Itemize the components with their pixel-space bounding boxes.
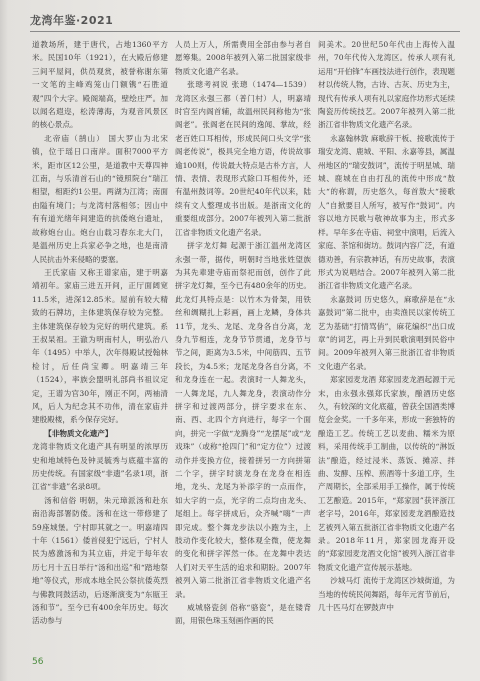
paragraph: 沙城马灯 流传于龙湾区沙城街道，为当地的传统民间舞蹈，每年元宵节前后，几十匹马灯在锣鼓声中 bbox=[318, 576, 455, 613]
paragraph: 永嘉翰林敦 麻歌辞干板、接歌流传于瑞安龙湾、鹿城、平阳、永嘉等县，属温州地区的“瑞安鼓词”，流传于明星城、瑞城、鹿城在自由打乱的流传中形成“敖大“的称谓，历史悠久，每首敖大“接歌人”自掀要目人所写，被写作“鼓词”。内容以地方民歌与敬神故事为主，形式多样。早年多在寺庙、祠堂中演唱，后流入家庭、茶馆和街坊。鼓词内容广泛，有道德劝善，有宗教神话，有历史故事，表演形式为说唱结合。2007年被列入第二批浙江省非物质文化遗产名录。 bbox=[318, 133, 455, 291]
text-column-2 bbox=[175, 38, 311, 647]
page-number: 56 bbox=[32, 657, 44, 667]
paragraph: 道教场所，建于唐代，占地1360平方米。民国10年（1921），在大殿后修建三间平屋间，供员观赏，被誉称谢东第一文笔的主峰鸡笼山门额镌“石胜道观”四个大字。殿阁端高，壁绘庄严。加以闻名遐迩，松涛薄海，为观音风景区的核心景点。 bbox=[32, 40, 168, 130]
paragraph: 王氏家庙 又称王谱家庙，建于明嘉靖初年。家庙三进五开间，正厅面阔宽11.5米，进深12.85米。屋前有较大精致的石牌坊，主体建筑保存较为完整。主体建筑保存较为完好的明代建筑。系王叔杲祖。王澈为明南村人，明弘治八年（1495）中举人，次年得殿试授翰林检讨，后任尚宝卿。明嘉靖三年（1524），率族会盟明礼部尚书祖议定定，王谱为官30年，刚正不阿，两袖清风，后人为纪念其不功伟，清在家庙并建殷殿楼，系今保存完好。 bbox=[32, 267, 168, 425]
text-column-3 bbox=[318, 38, 455, 647]
paragraph: 人员上万人，所需费用全部由参与者自愿筹集。2008年被列入第二批国家级非物质文化遗产名录。 bbox=[175, 40, 311, 76]
paragraph: 间美术。20世纪50年代由上海传入温州，70年代传入龙湾区。传承人项有礼运用“开伯锋”车画技法进行创作，表现题材以传统人物，古诗、古灰、历史为主，现代有传承人项有礼以家庭作坊形式延续陶瓷历传统技艺。2007年被列入第二批浙江省非物质文化遗产名录。 bbox=[318, 40, 455, 130]
text-column-1 bbox=[32, 38, 168, 647]
paragraph: 北帝庙（鹄山） 国大罗山为北宋镇，位于瑶日口南岸。面积7000平方米，距市区12公里，是道教中天尊四神江南，与乐清首石山的“镜照院台”瑞江相望，相距约1公里。两湖为江湾；南面由隘有境门；与龙湾村落相邻；因山中有有道光绪年间建造的抗倭炮台遗址，故称炮台山。炮台山载习春东北大门，是温州历史上兵家必争之地，也是南清人民抗击外来侵略的要塞。 bbox=[32, 133, 168, 264]
section-heading: 【非物质文化遗产】 bbox=[44, 428, 113, 438]
paragraph: 威城骆瓷剑 俗称“骆瓷”，是在镂背面，用银色珠玉刻画作画的民 bbox=[175, 603, 311, 626]
page-gutter-shadow bbox=[0, 0, 8, 681]
header-title: 龙湾年鉴 bbox=[30, 14, 76, 27]
header-year: ·2021 bbox=[76, 14, 114, 27]
paragraph: 永嘉鼓词 历史悠久，麻歌辞是在“永嘉鼓词”第二批中，由卖渔民以家传统工艺为基础“打情骂俏”，麻花编织“出口成章”的词艺，再上升到民歌演唱到民俗中间。2009年被列入第三批浙江省非物质文化遗产名录。 bbox=[318, 294, 455, 371]
paragraph: 龙湾非物质文化遗产具有明显的浓厚历史和地域特色及钟灵毓秀与底蕴丰富的历史传统。有国家级“非遗”名录1项，浙江省“非遗”名录8项。 bbox=[32, 442, 168, 492]
paragraph: 汤和信俗 明朝，朱元璋派汤和赴东南沿海部署防倭。汤和在这一带修建了59座城堡。宁村即其就之一。明嘉靖四十年（1561）倭首侵犯宁远后，宁村人民为感激汤和为其立庙，并定于每年农历七月十五日举行“汤和出巡”和“踏地祭地”等仪式，形成本地全民公祭抗倭英烈与佛教同鼓活动，后逐渐演变为“东瓯王汤和节”。至今已有400余年历史。每次活动参与 bbox=[32, 495, 168, 626]
paragraph: 张璁考祠说 张璁（1474—1539）龙湾区永强三都（普门村）人，明嘉靖时官至内阁首辅，故温州民间称他为“张阁老”。张阁老在民间的逸闻、掌故，经老百姓口耳相传，形成民间口头文学“张阁老传说”，极具完全地方语，传说故事逾100则，传说最大特点是古朴方言，人情、表情、表现形式除口耳相传外，还有温州鼓词等。20世纪40年代以来，陆续有文人整理成书出版。是浙南文化的重要组成部分。2007年被列入第二批浙江省非物质文化遗产名录。 bbox=[175, 80, 311, 237]
paragraph: 拼字龙灯舞 起源于浙江温州龙湾区永强一带，据传，明朝时当地张姓望族为其先辈建寺庙而祭祀而创，创作了此拼字龙灯舞，至今已有480余年的历史。此龙灯具特点是：以竹木为骨架，用铁丝和绸糊扎上彩画，画上龙鳞，身体共11节，龙头、龙尾、龙身各自分离，龙身九节相连，龙身节节贯通，龙身节与节之间，距离为3.5米，中间筋四、五节段长，为4.5米；龙尾龙身各自分离，不和龙身连在一起。表演时一人舞龙头，一人舞龙尾，九人舞龙身，表演动作分拼字和过渡两部分，拼字要求在东、南、西、北四个方向进行，每字一个面向，拼完一字做“龙腾身”“龙摆尾”或“龙戏珠”（或称“抢四门”和“定方位”）过渡动作并变换方位，接着拼另一方向拼第二个字，拼字时演龙身在龙身在相连地，龙头、龙尾为补添字的一点而作，如大字的一点，光字的二点均由龙头、尾组上。每字拼成后，众齐喊“嗨”一声即完成。整个舞龙步法以小跑为主，上肢动作变化较大，整体观全微，使龙舞的变化和拼字浑然一体。在龙舞中表达人们对天平生活的追求和期盼。2007年被列入第二批浙江省非物质文化遗产名录。 bbox=[175, 241, 311, 599]
paragraph: 郑家园麦龙酒 郑家园麦龙酒起源于元末，由永强永强郑氏家族，酿酒历史悠久，有较深的文化底蕴，曾获全国酒类博览会金奖。一千多年来，形成一套独特的酿造工艺。传统工艺以麦曲、糯米为原料，采用传统手工制曲，以传统的“淋饭法”酿造，经过浸米、蒸饭、摊凉、拌曲、发酵、压榨、煎酒等十多道工序，生产周期长，全部采用手工操作，属于传统工艺酿造。2015年，“郑家园”获评浙江老字号，2016年，郑家园麦龙酒酿造技艺被列入第五批浙江省非物质文化遗产名录。2018年11月，郑家园龙海开设的“郑家园麦龙酒文化馆”被列入浙江省非物质文化遗产宣传展示基地。 bbox=[318, 375, 455, 572]
header-rule bbox=[30, 31, 460, 32]
